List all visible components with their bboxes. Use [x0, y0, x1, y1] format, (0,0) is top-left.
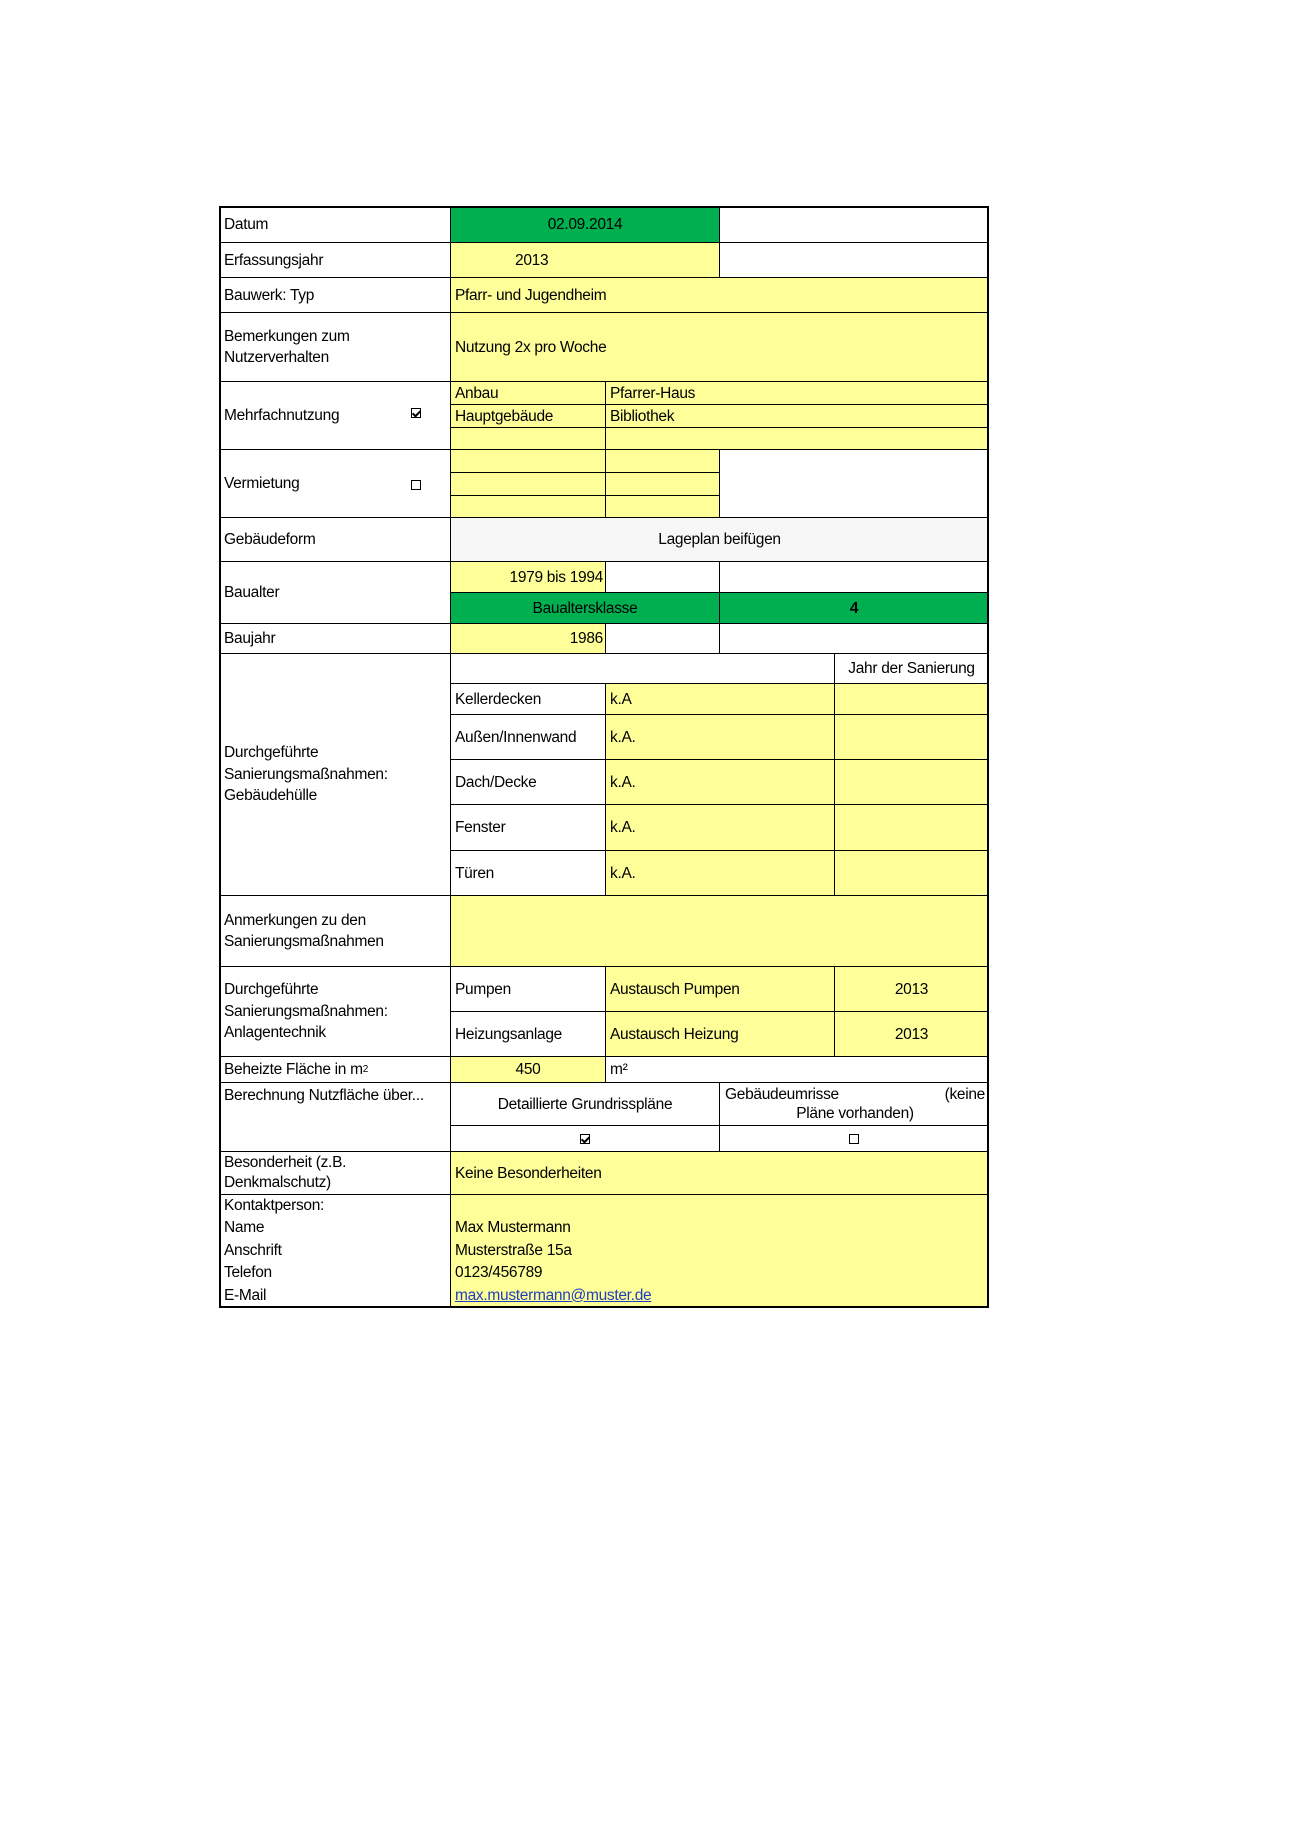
berechnung-option2	[719, 1082, 989, 1126]
berechnung-option2-text-a: Gebäudeumrisse	[725, 1086, 839, 1103]
label-gebaeudeform: Gebäudeform	[219, 517, 451, 562]
huelle-massnahme[interactable]: k.A.	[605, 850, 835, 896]
vermietung-empty	[719, 449, 989, 518]
kontakt-anschrift-label: Anschrift	[224, 1241, 282, 1259]
vermietung-row1-a[interactable]	[450, 449, 606, 473]
baualter-empty	[719, 561, 989, 593]
huelle-jahr[interactable]	[834, 759, 989, 805]
mehrfach-row1-a[interactable]: Anbau	[450, 381, 606, 405]
label-kontakt	[219, 1194, 451, 1308]
kontakt-name[interactable]: Max Mustermann	[455, 1219, 571, 1237]
anlage-name: Heizungsanlage	[450, 1011, 606, 1057]
anmerkungen-value[interactable]	[450, 895, 989, 967]
vermietung-row3-a[interactable]	[450, 495, 606, 518]
label-baualter: Baualter	[219, 561, 451, 624]
vermietung-row1-b[interactable]	[605, 449, 720, 473]
berechnung-option1-checkbox[interactable]	[580, 1134, 590, 1144]
kontakt-name-label: Name	[224, 1219, 265, 1237]
vermietung-row2-b[interactable]	[605, 472, 720, 496]
erfassungsjahr-empty	[719, 242, 989, 278]
kontakt-spacer	[455, 1195, 459, 1218]
baualtersklasse-label: Baualtersklasse	[450, 592, 720, 624]
mehrfach-row3-b[interactable]	[605, 427, 989, 450]
erfassungsjahr-value[interactable]: 2013	[450, 242, 720, 278]
baualtersklasse-value: 4	[719, 592, 989, 624]
berechnung-option2-cell	[719, 1125, 989, 1152]
besonderheit-value[interactable]: Keine Besonderheiten	[450, 1151, 989, 1195]
bemerkungen-value[interactable]: Nutzung 2x pro Woche	[450, 312, 989, 382]
kontakt-label: Kontaktperson:	[224, 1196, 325, 1214]
label-berechnung: Berechnung Nutzfläche über...	[219, 1082, 451, 1152]
kontakt-telefon-label: Telefon	[224, 1264, 272, 1282]
berechnung-option2-text-b: (keine	[944, 1086, 985, 1103]
label-vermietung: Vermietung	[219, 449, 451, 518]
huelle-massnahme[interactable]: k.A	[605, 683, 835, 715]
jahr-sanierung-header: Jahr der Sanierung	[834, 653, 989, 684]
mehrfach-row1-b[interactable]: Pfarrer-Haus	[605, 381, 989, 405]
beheizte-flaeche-value[interactable]: 450	[450, 1056, 606, 1083]
berechnung-option1: Detaillierte Grundrisspläne	[450, 1082, 720, 1126]
label-besonderheit: Besonderheit (z.B. Denkmalschutz)	[219, 1151, 451, 1195]
beheizte-flaeche-unit: m²	[605, 1056, 989, 1083]
label-sanierung-huelle: Durchgeführte Sanierungsmaßnahmen: Gebäudehülle	[219, 653, 451, 896]
berechnung-option2-checkbox[interactable]	[849, 1134, 859, 1144]
vermietung-checkbox[interactable]	[411, 480, 421, 490]
label-erfassungsjahr: Erfassungsjahr	[219, 242, 451, 278]
kontakt-anschrift[interactable]: Musterstraße 15a	[455, 1241, 572, 1259]
label-bauwerk: Bauwerk: Typ	[219, 277, 451, 313]
huelle-bauteil: Fenster	[450, 804, 606, 851]
label-bemerkungen: Bemerkungen zum Nutzerverhalten	[219, 312, 451, 382]
datum-empty	[719, 206, 989, 243]
huelle-bauteil: Kellerdecken	[450, 683, 606, 715]
huelle-massnahme[interactable]: k.A.	[605, 714, 835, 760]
label-mehrfachnutzung: Mehrfachnutzung	[219, 381, 451, 450]
label-baujahr: Baujahr	[219, 623, 451, 654]
anlage-jahr[interactable]: 2013	[834, 966, 989, 1012]
anlage-massnahme[interactable]: Austausch Heizung	[605, 1011, 835, 1057]
label-anmerkungen: Anmerkungen zu den Sanierungsmaßnahmen	[219, 895, 451, 967]
huelle-bauteil: Außen/Innenwand	[450, 714, 606, 760]
vermietung-row3-b[interactable]	[605, 495, 720, 518]
gebaeudeform-value[interactable]: Lageplan beifügen	[450, 517, 989, 562]
baualter-value[interactable]: 1979 bis 1994	[450, 561, 606, 593]
huelle-jahr[interactable]	[834, 850, 989, 896]
berechnung-option2-line2: Pläne vorhanden)	[796, 1105, 914, 1122]
label-datum: Datum	[219, 206, 451, 243]
baualter-spacer	[605, 561, 720, 593]
baujahr-value[interactable]: 1986	[450, 623, 606, 654]
vermietung-row2-a[interactable]	[450, 472, 606, 496]
huelle-header-empty	[450, 653, 835, 684]
mehrfachnutzung-checkbox[interactable]	[411, 408, 421, 418]
mehrfach-row3-a[interactable]	[450, 427, 606, 450]
huelle-jahr[interactable]	[834, 683, 989, 715]
erfassungsbogen	[219, 206, 989, 1308]
huelle-jahr[interactable]	[834, 714, 989, 760]
label-beheizte-flaeche: Beheizte Fläche in m 2	[219, 1056, 451, 1083]
datum-value[interactable]: 02.09.2014	[450, 206, 720, 243]
label-sanierung-anlagen: Durchgeführte Sanierungsmaßnahmen: Anlagentechnik	[219, 966, 451, 1057]
huelle-jahr[interactable]	[834, 804, 989, 851]
kontakt-telefon[interactable]: 0123/456789	[455, 1264, 543, 1282]
berechnung-option2-line1	[725, 1085, 985, 1104]
anlage-massnahme[interactable]: Austausch Pumpen	[605, 966, 835, 1012]
beheizte-flaeche-text: Beheizte Fläche in m	[224, 1061, 363, 1078]
berechnung-option1-cell	[450, 1125, 720, 1152]
bauwerk-value[interactable]: Pfarr- und Jugendheim	[450, 277, 989, 313]
baujahr-spacer	[605, 623, 720, 654]
huelle-massnahme[interactable]: k.A.	[605, 804, 835, 851]
mehrfach-row2-b[interactable]: Bibliothek	[605, 404, 989, 428]
huelle-massnahme[interactable]: k.A.	[605, 759, 835, 805]
anlage-jahr[interactable]: 2013	[834, 1011, 989, 1057]
anlage-name: Pumpen	[450, 966, 606, 1012]
baujahr-empty	[719, 623, 989, 654]
huelle-bauteil: Türen	[450, 850, 606, 896]
kontakt-email-label: E-Mail	[224, 1286, 267, 1304]
kontakt-values	[450, 1194, 989, 1308]
kontakt-email-link[interactable]: max.mustermann@muster.de	[455, 1286, 652, 1304]
huelle-bauteil: Dach/Decke	[450, 759, 606, 805]
mehrfach-row2-a[interactable]: Hauptgebäude	[450, 404, 606, 428]
